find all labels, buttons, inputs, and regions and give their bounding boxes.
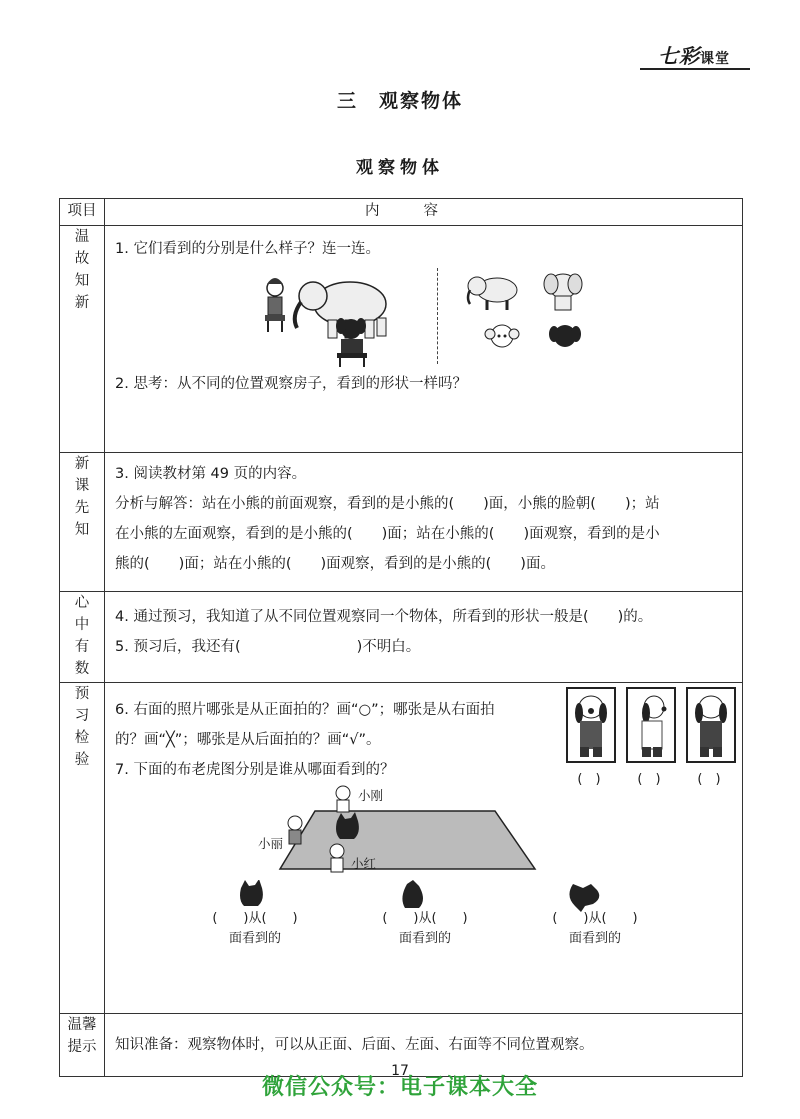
row-reflection xyxy=(60,592,743,683)
row-preview xyxy=(60,453,743,592)
xiaoli-figure xyxy=(288,816,302,844)
photo-front xyxy=(566,687,616,763)
row-label xyxy=(60,453,105,592)
matching-pictures xyxy=(115,264,732,369)
analysis-line-1: 分析与解答：站在小熊的前面观察，看到的是小熊的( )面，小熊的脸朝( )；站 xyxy=(115,496,660,512)
watermark: 微信公众号：电子课本大全 xyxy=(261,1075,538,1100)
answer-suffix: 面看到的 xyxy=(568,931,621,946)
dog-figure xyxy=(336,318,367,367)
row-content xyxy=(105,592,743,683)
row-label xyxy=(60,226,105,453)
answer-blank: ( )从( ) xyxy=(212,911,298,926)
row-content xyxy=(105,453,743,592)
brand-logo-text: 七彩 xyxy=(658,44,700,68)
dashed-divider xyxy=(437,268,438,364)
photo-answer-1: ( ) xyxy=(577,772,601,787)
analysis-line-3: 熊的( )面；站在小熊的( )面观察，看到的是小熊的( )面。 xyxy=(115,556,555,572)
header-content: 内容 xyxy=(105,199,743,226)
analysis-line-2: 在小熊的左面观察，看到的是小熊的( )面；站在小熊的( )面观察，看到的是小 xyxy=(115,526,660,542)
xiaogang-figure xyxy=(336,786,350,812)
question-2: 2. 思考：从不同的位置观察房子，看到的形状一样吗？ xyxy=(115,376,467,392)
row-check xyxy=(60,683,743,1014)
chapter-title: 三 观察物体 xyxy=(336,90,463,112)
answer-group-1 xyxy=(195,909,315,949)
xiaohong-figure xyxy=(330,844,344,872)
row-label-text: 温故知新 xyxy=(74,229,90,311)
question-5: 5. 预习后，我还有( )不明白。 xyxy=(115,639,421,655)
row-review xyxy=(60,226,743,453)
table-scene xyxy=(115,785,735,875)
row-label-text: 心中有数 xyxy=(74,595,90,677)
question-3: 3. 阅读教材第 49 页的内容。 xyxy=(115,466,307,482)
tiger-scene xyxy=(115,785,732,1005)
dog-front-view xyxy=(485,325,519,347)
answer-blank: ( )从( ) xyxy=(552,911,638,926)
row-label xyxy=(60,592,105,683)
tiger-back-view xyxy=(569,884,599,912)
photo-answer-2: ( ) xyxy=(637,772,661,787)
label-xiaoli: 小丽 xyxy=(258,836,284,851)
table-header-row xyxy=(60,199,743,226)
row-content xyxy=(105,683,743,1014)
header-rule xyxy=(640,68,750,70)
question-1: 1. 它们看到的分别是什么样子？连一连。 xyxy=(115,241,380,257)
answer-suffix: 面看到的 xyxy=(228,931,281,946)
worksheet-table xyxy=(59,198,743,1077)
row-label-text: 预习检验 xyxy=(74,686,90,768)
section-title: 观察物体 xyxy=(356,158,444,178)
question-6-line-1: 6. 右面的照片哪张是从正面拍的？画“○”；哪张是从右面拍 xyxy=(115,702,495,718)
header-project: 项目 xyxy=(60,199,105,226)
girl-figure xyxy=(265,278,285,332)
row-label-text: 新课先知 xyxy=(74,456,90,538)
question-7: 7. 下面的布老虎图分别是谁从哪面看到的？ xyxy=(115,762,395,778)
page-number: 17 xyxy=(391,1063,409,1079)
answer-group-3 xyxy=(535,909,655,949)
answer-group-2 xyxy=(365,909,485,949)
photo-back xyxy=(686,687,736,763)
photo-answer-3: ( ) xyxy=(697,772,721,787)
tip-text: 知识准备：观察物体时，可以从正面、后面、左面、右面等不同位置观察。 xyxy=(115,1037,594,1053)
elephant-side-view xyxy=(468,277,517,310)
label-xiaogang: 小刚 xyxy=(358,788,384,803)
answer-suffix: 面看到的 xyxy=(398,931,451,946)
row-content xyxy=(105,226,743,453)
label-xiaohong: 小红 xyxy=(351,856,377,871)
tiger-front-view xyxy=(240,880,263,906)
answer-blank: ( )从( ) xyxy=(382,911,468,926)
row-label xyxy=(60,683,105,1014)
brand-logo xyxy=(658,40,730,69)
elephant-front-view xyxy=(544,274,582,310)
photo-side xyxy=(626,687,676,763)
row-label-text: 温馨提示 xyxy=(67,1017,97,1055)
matching-illustration xyxy=(115,264,735,369)
question-6-line-2: 的？画“╳”；哪张是从后面拍的？画“√”。 xyxy=(115,732,381,748)
dog-back-view xyxy=(549,325,581,347)
brand-logo-suffix: 课堂 xyxy=(700,51,730,67)
question-4: 4. 通过预习，我知道了从不同位置观察同一个物体，所看到的形状一般是( )的。 xyxy=(115,609,653,625)
tiger-side-view xyxy=(402,880,423,908)
